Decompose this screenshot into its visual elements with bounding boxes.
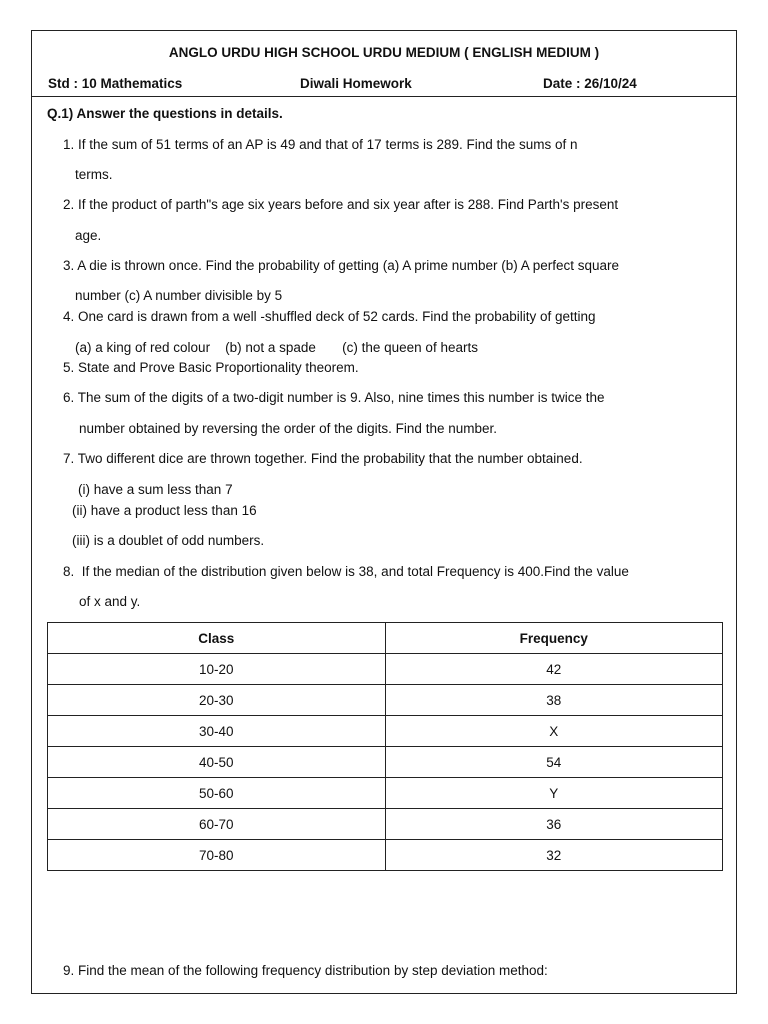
header-divider — [32, 96, 736, 97]
frequency-cell: 38 — [385, 685, 723, 716]
question-2-line-2: age. — [75, 228, 102, 243]
frequency-cell: 36 — [385, 809, 723, 840]
class-cell: 20-30 — [48, 685, 386, 716]
question-8-line-1: 8. If the median of the distribution given below is 38, and total Frequency is 400.Find the value — [63, 564, 629, 579]
question-3-line-1: 3. A die is thrown once. Find the probability of getting (a) A prime number (b) A perfect square — [63, 258, 620, 273]
table-row — [48, 809, 723, 840]
frequency-cell: 54 — [385, 747, 723, 778]
question-6-line-1: 6. The sum of the digits of a two-digit number is 9. Also, nine times this number is twice the — [63, 390, 605, 405]
question-2-line-1: 2. If the product of parth"s age six years before and six year after is 288. Find Parth's present — [63, 197, 619, 212]
class-cell: 30-40 — [48, 716, 386, 747]
question-heading: Q.1) Answer the questions in details. — [47, 106, 283, 121]
frequency-cell: X — [385, 716, 723, 747]
question-9: 9. Find the mean of the following frequency distribution by step deviation method: — [63, 963, 548, 978]
column-header-frequency: Frequency — [385, 623, 723, 654]
question-3-line-2: number (c) A number divisible by 5 — [75, 288, 283, 303]
question-7-part-i: (i) have a sum less than 7 — [78, 482, 233, 497]
class-cell: 40-50 — [48, 747, 386, 778]
question-6-line-2: number obtained by reversing the order of the digits. Find the number. — [79, 421, 497, 436]
table-row — [48, 840, 723, 871]
class-cell: 10-20 — [48, 654, 386, 685]
frequency-cell: 42 — [385, 654, 723, 685]
question-7-part-ii: (ii) have a product less than 16 — [72, 503, 257, 518]
frequency-cell: 32 — [385, 840, 723, 871]
question-1-line-2: terms. — [75, 167, 113, 182]
question-7-line-1: 7. Two different dice are thrown together. Find the probability that the number obtained. — [63, 451, 583, 466]
class-cell: 60-70 — [48, 809, 386, 840]
frequency-table — [47, 622, 723, 871]
question-4-line-1: 4. One card is drawn from a well -shuffled deck of 52 cards. Find the probability of getting — [63, 309, 596, 324]
column-header-class: Class — [48, 623, 386, 654]
question-5: 5. State and Prove Basic Proportionality theorem. — [63, 360, 359, 375]
question-7-part-iii: (iii) is a doublet of odd numbers. — [72, 533, 265, 548]
school-title: ANGLO URDU HIGH SCHOOL URDU MEDIUM ( ENGLISH MEDIUM ) — [168, 45, 600, 60]
class-cell: 70-80 — [48, 840, 386, 871]
question-1-line-1: 1. If the sum of 51 terms of an AP is 49 and that of 17 terms is 289. Find the sums of n — [63, 137, 578, 152]
table-row — [48, 747, 723, 778]
table-header-row — [48, 623, 723, 654]
table-row — [48, 654, 723, 685]
homework-date: Date : 26/10/24 — [543, 76, 637, 91]
frequency-cell: Y — [385, 778, 723, 809]
table-row — [48, 716, 723, 747]
question-4-line-2: (a) a king of red colour (b) not a spade (c) the queen of hearts — [75, 340, 478, 355]
class-cell: 50-60 — [48, 778, 386, 809]
std-subject: Std : 10 Mathematics — [48, 76, 183, 91]
homework-title: Diwali Homework — [300, 76, 412, 91]
question-8-line-2: of x and y. — [79, 594, 141, 609]
homework-sheet — [31, 30, 737, 994]
table-row — [48, 778, 723, 809]
table-row — [48, 685, 723, 716]
